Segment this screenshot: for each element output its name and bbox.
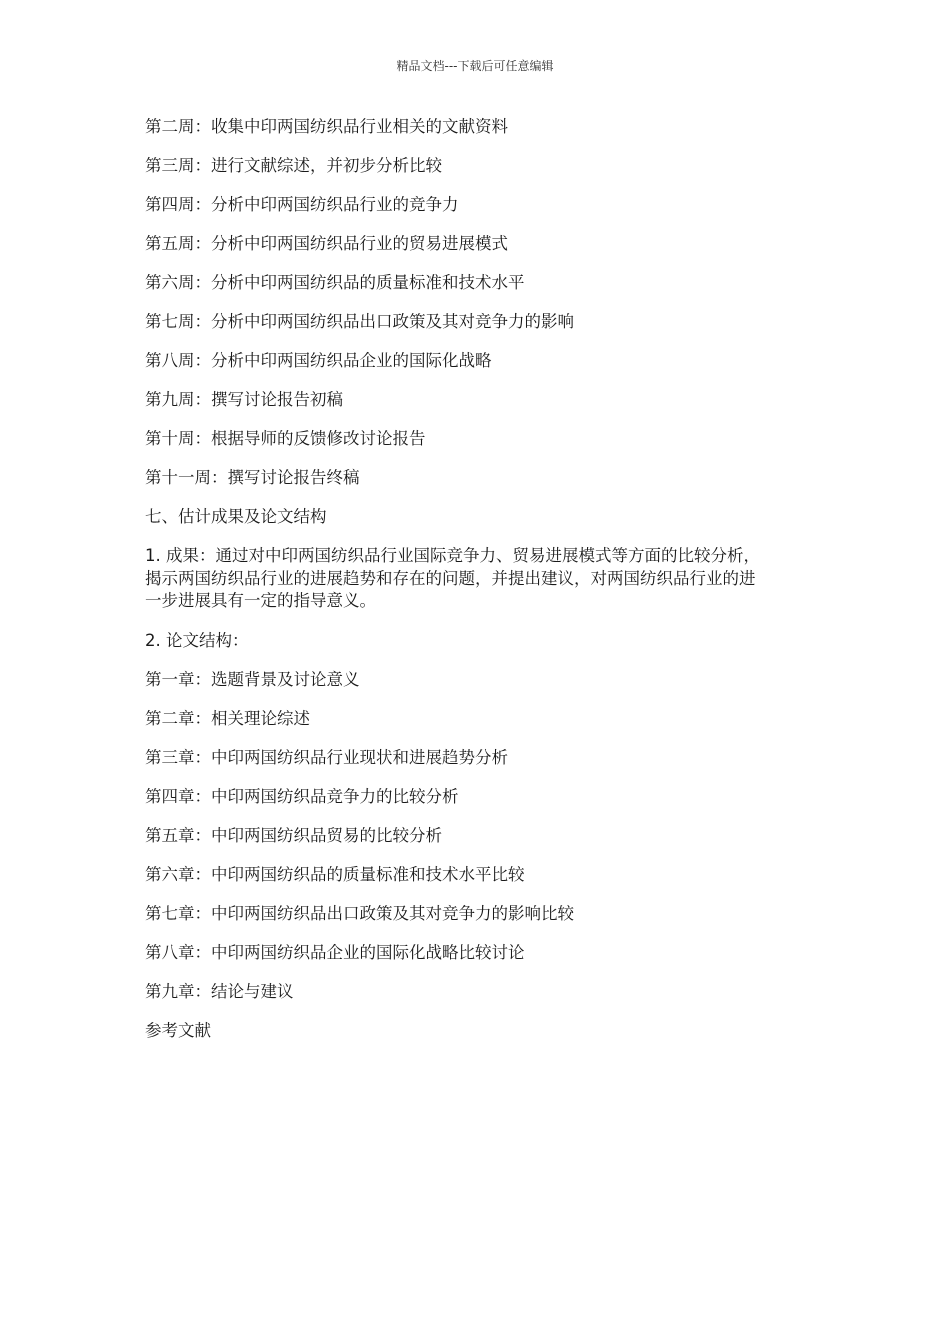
references-label: 参考文献 <box>145 1020 211 1040</box>
structure-label: 2. 论文结构： <box>145 630 249 650</box>
chapter-item-1: 第一章：选题背景及讨论意义 <box>145 669 360 689</box>
schedule-item-week-5: 第五周：分析中印两国纺织品行业的贸易进展模式 <box>145 234 508 253</box>
results-line-3: 一步进展具有一定的指导意义。 <box>145 591 376 610</box>
schedule-item-week-9: 第九周：撰写讨论报告初稿 <box>145 390 343 409</box>
results-line-1: 1. 成果：通过对中印两国纺织品行业国际竞争力、贸易进展模式等方面的比较分析， <box>145 546 760 565</box>
schedule-item-week-11: 第十一周：撰写讨论报告终稿 <box>145 468 360 487</box>
section-heading: 七、估计成果及论文结构 <box>145 507 327 526</box>
chapter-item-7: 第七章：中印两国纺织品出口政策及其对竞争力的影响比较 <box>145 903 574 923</box>
chapter-item-2: 第二章：相关理论综述 <box>145 708 310 728</box>
document-body <box>145 116 805 1059</box>
chapter-item-3: 第三章：中印两国纺织品行业现状和进展趋势分析 <box>145 747 508 767</box>
schedule-item-week-3: 第三周：进行文献综述，并初步分析比较 <box>145 156 442 175</box>
chapter-item-5: 第五章：中印两国纺织品贸易的比较分析 <box>145 825 442 845</box>
schedule-item-week-4: 第四周：分析中印两国纺织品行业的竞争力 <box>145 195 459 214</box>
chapter-item-8: 第八章：中印两国纺织品企业的国际化战略比较讨论 <box>145 942 525 962</box>
results-paragraph <box>145 545 805 613</box>
chapter-item-6: 第六章：中印两国纺织品的质量标准和技术水平比较 <box>145 864 525 884</box>
chapter-item-4: 第四章：中印两国纺织品竞争力的比较分析 <box>145 786 459 806</box>
schedule-item-week-7: 第七周：分析中印两国纺织品出口政策及其对竞争力的影响 <box>145 312 574 331</box>
chapter-item-9: 第九章：结论与建议 <box>145 981 294 1001</box>
schedule-item-week-2: 第二周：收集中印两国纺织品行业相关的文献资料 <box>145 117 508 136</box>
page-header: 精品文档---下载后可任意编辑 <box>396 59 554 73</box>
results-line-2: 揭示两国纺织品行业的进展趋势和存在的问题，并提出建议，对两国纺织品行业的进 <box>145 568 756 588</box>
schedule-item-week-8: 第八周：分析中印两国纺织品企业的国际化战略 <box>145 351 492 370</box>
schedule-item-week-10: 第十周：根据导师的反馈修改讨论报告 <box>145 429 426 448</box>
schedule-item-week-6: 第六周：分析中印两国纺织品的质量标准和技术水平 <box>145 273 525 292</box>
